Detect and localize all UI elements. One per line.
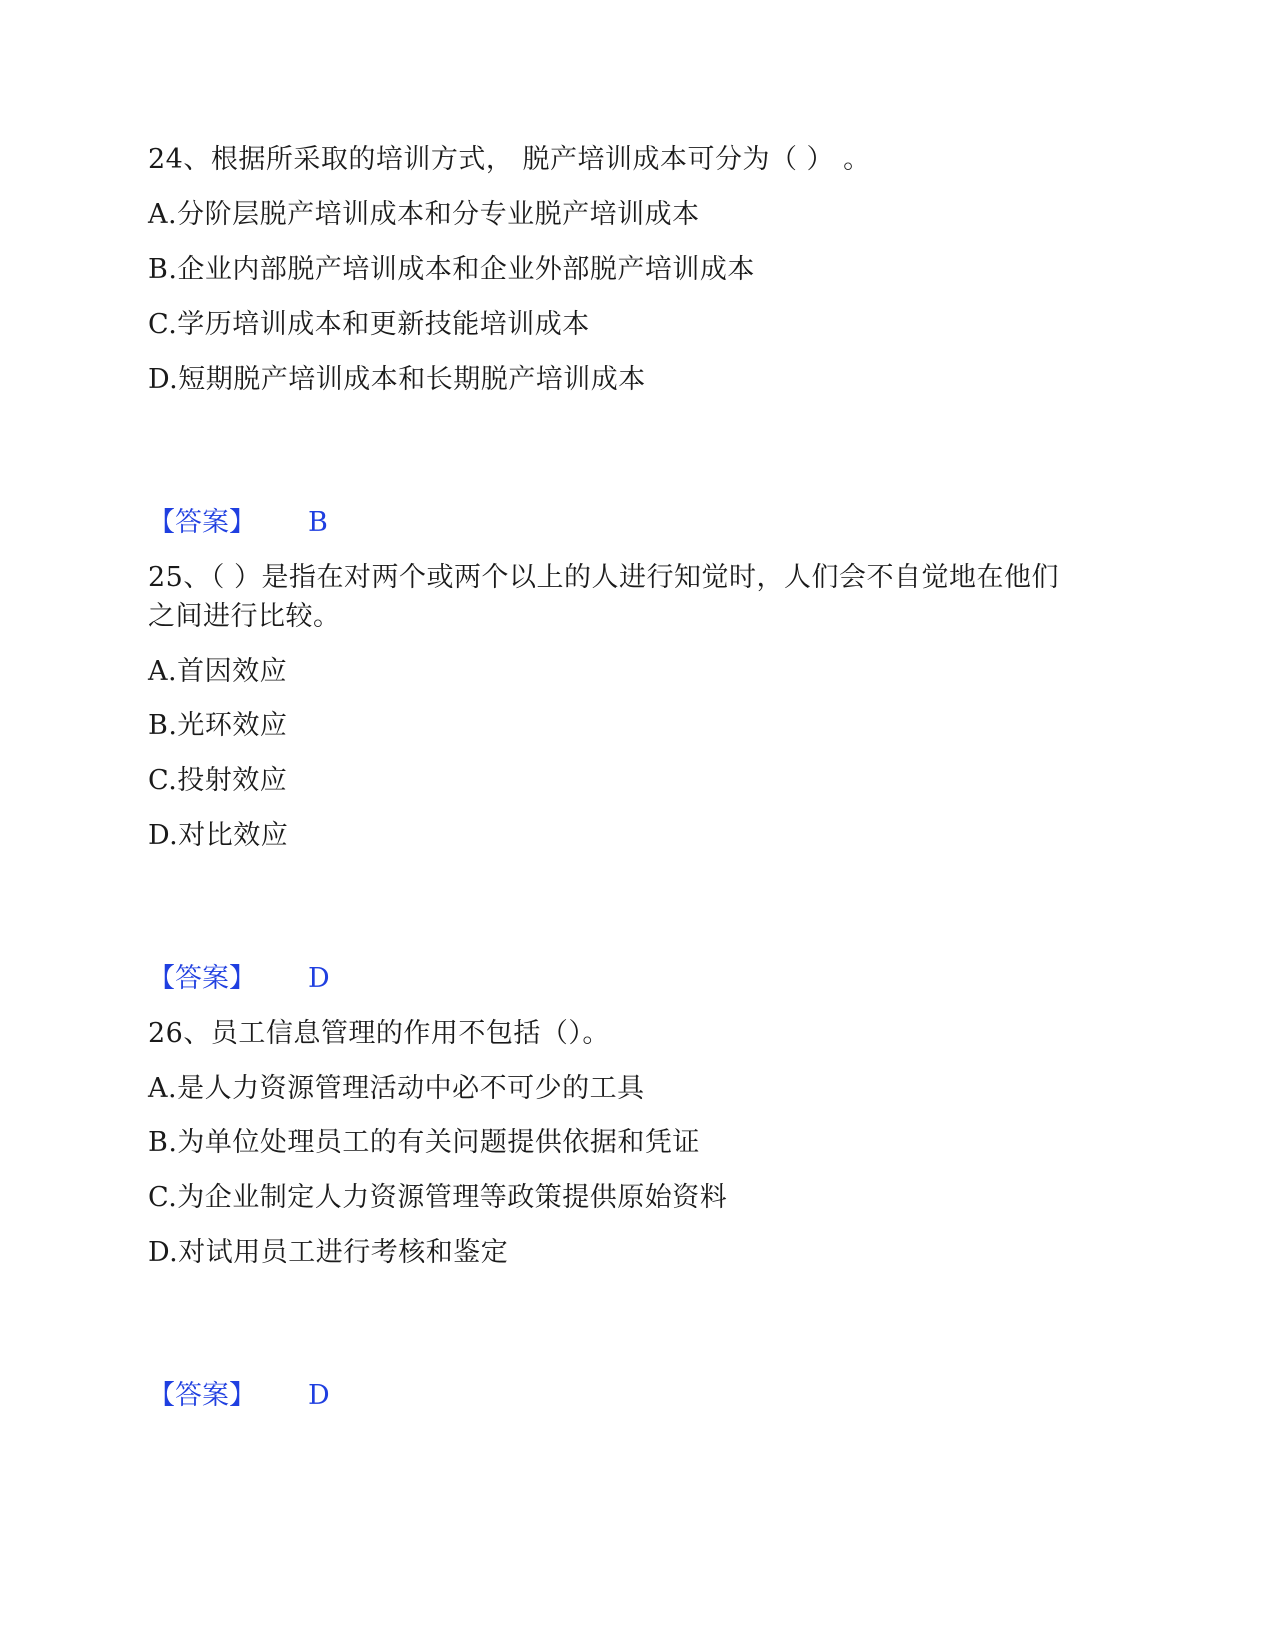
question-26-stem: 26、员工信息管理的作用不包括（）。	[148, 1018, 610, 1049]
question-24-answer	[148, 503, 328, 543]
answer-value: D	[308, 1380, 330, 1411]
question-25-stem-line1: 25、（ ）是指在对两个或两个以上的人进行知觉时，人们会不自觉地在他们	[148, 562, 1059, 593]
question-25-option-c: C.投射效应	[148, 765, 288, 796]
answer-label: 【答案】	[148, 1380, 256, 1411]
question-26-option-d: D.对试用员工进行考核和鉴定	[148, 1237, 509, 1268]
question-24-option-c: C.学历培训成本和更新技能培训成本	[148, 309, 590, 340]
question-24-option-d: D.短期脱产培训成本和长期脱产培训成本	[148, 364, 646, 395]
answer-label: 【答案】	[148, 963, 256, 994]
question-25-option-d: D.对比效应	[148, 820, 289, 851]
question-26-answer	[148, 1376, 330, 1416]
question-24-option-a: A.分阶层脱产培训成本和分专业脱产培训成本	[148, 199, 700, 230]
answer-label: 【答案】	[148, 507, 256, 538]
question-25-option-a: A.首因效应	[148, 656, 288, 687]
question-26-option-a: A.是人力资源管理活动中必不可少的工具	[148, 1073, 645, 1104]
question-25-option-b: B.光环效应	[148, 710, 288, 741]
answer-value: D	[308, 963, 330, 994]
question-26-option-b: B.为单位处理员工的有关问题提供依据和凭证	[148, 1127, 700, 1158]
question-25-stem-line2: 之间进行比较。	[148, 601, 341, 632]
answer-value: B	[308, 507, 328, 538]
question-25-answer	[148, 959, 330, 999]
question-26-option-c: C.为企业制定人力资源管理等政策提供原始资料	[148, 1182, 728, 1213]
question-24-option-b: B.企业内部脱产培训成本和企业外部脱产培训成本	[148, 254, 755, 285]
question-24-stem: 24、根据所采取的培训方式， 脱产培训成本可分为（ ） 。	[148, 144, 871, 175]
